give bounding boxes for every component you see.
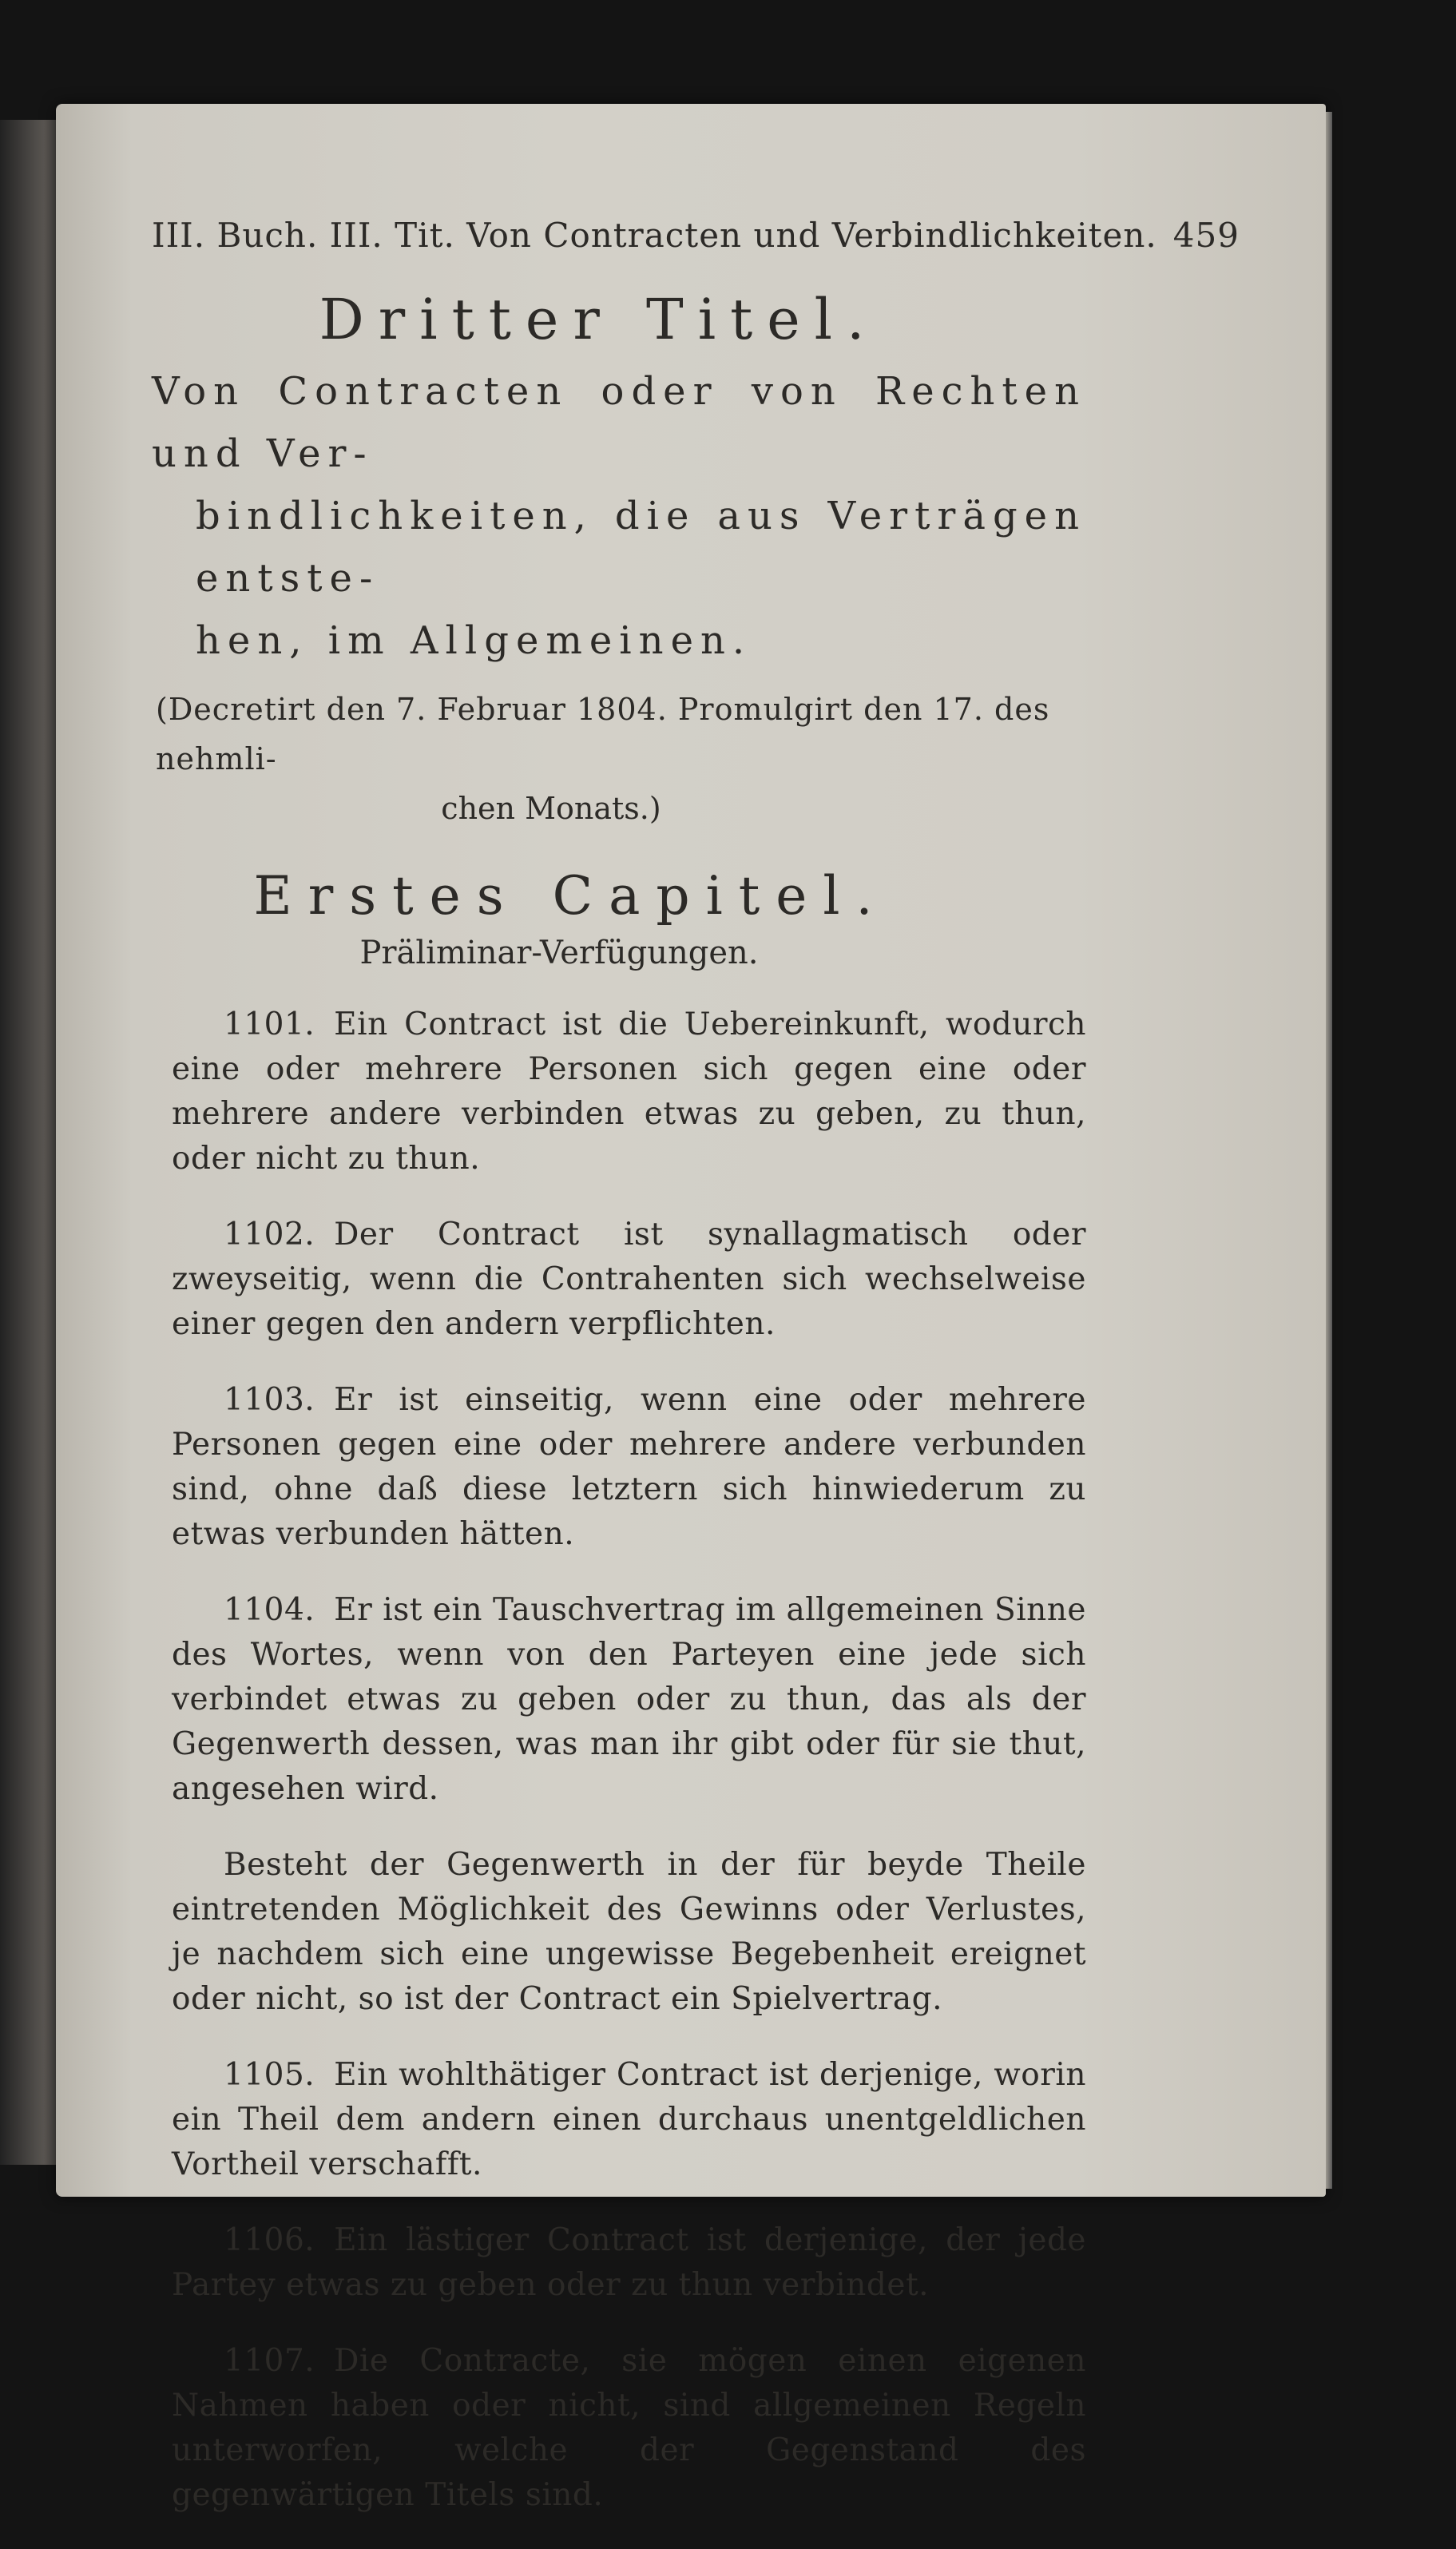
- article-1101: [172, 1003, 1086, 1181]
- page-content: [112, 216, 1240, 2549]
- article-text: Er ist einseitig, wenn eine oder mehrere Personen gegen eine oder mehrere andere verbunden sind, ohne daß diese letztern sich hinwiederum zu etwas verbunden hätten.: [172, 1382, 1086, 1552]
- article-1102: [172, 1213, 1086, 1347]
- article-text: Er ist ein Tauschvertrag im allgemeinen Sinne des Wortes, wenn von den Parteyen eine jede sich verbindet etwas zu geben oder zu thun, das als der Gegenwerth dessen, was man ihr gibt oder für sie thut, angesehen wird.: [172, 1592, 1086, 1807]
- decree-note-continuation: chen Monats.): [441, 791, 661, 826]
- article-number: 1105.: [224, 2057, 315, 2093]
- article-text: Die Contracte, sie mögen einen eigenen Nahmen haben oder nicht, sind allgemeinen Regeln unterworfen, welche der Gegenstand des gegenwärtigen Titels sind.: [172, 2343, 1086, 2513]
- running-head: [152, 216, 1240, 255]
- article-number: 1107.: [224, 2343, 315, 2379]
- chapter-subheading: Präliminar-Verfügungen.: [359, 935, 759, 971]
- article-number: 1106.: [224, 2222, 315, 2258]
- page-stack-edge: [1326, 112, 1332, 2189]
- article-number: 1103.: [224, 1382, 315, 1418]
- title-subtitle-line-2: bindlichkeiten, die aus Verträgen entste-: [196, 494, 1086, 601]
- title-subtitle-line-3: hen, im Allgemeinen.: [196, 618, 752, 663]
- decree-note: (Decretirt den 7. Februar 1804. Promulgirt den 17. des nehmli-: [156, 692, 1050, 776]
- article-text: Ein lästiger Contract ist derjenige, der jede Partey etwas zu geben oder zu thun verbindet.: [172, 2222, 1086, 2303]
- article-1107: [172, 2339, 1086, 2518]
- article-1104-continuation: [172, 1843, 1086, 2022]
- running-head-text: III. Buch. III. Tit. Von Contracten und Verbindlichkeiten.: [152, 216, 1157, 255]
- article-text: Der Contract ist synallagmatisch oder zweyseitig, wenn die Contrahenten sich wechselweise einer gegen den andern verpflichten.: [172, 1217, 1086, 1342]
- title-heading: Dritter Titel.: [319, 287, 879, 352]
- article-1106: [172, 2218, 1086, 2308]
- article-list: [112, 1003, 1086, 2518]
- article-text: Ein Contract ist die Uebereinkunft, wodurch eine oder mehrere Personen sich gegen eine oder mehrere andere verbinden etwas zu geben, zu thun, oder nicht zu thun.: [172, 1006, 1086, 1177]
- title-subtitle-line-1: Von Contracten oder von Rechten und Ver-: [152, 369, 1086, 476]
- article-number: 1104.: [224, 1592, 315, 1628]
- article-1103: [172, 1378, 1086, 1557]
- article-number: 1102.: [224, 1217, 315, 1253]
- chapter-heading: Erstes Capitel.: [253, 865, 889, 927]
- page-number: 459: [1172, 216, 1240, 255]
- article-1104: [172, 1588, 1086, 1812]
- article-text: Ein wohlthätiger Contract ist derjenige, worin ein Theil dem andern einen durchaus unentgeldlichen Vortheil verschafft.: [172, 2057, 1086, 2182]
- article-text: Besteht der Gegenwerth in der für beyde Theile eintretenden Möglichkeit des Gewinns oder Verlustes, je nachdem sich eine ungewisse Begebenheit ereignet oder nicht, so ist der Contract ein Spielvertrag.: [172, 1847, 1086, 2017]
- article-number: 1101.: [224, 1006, 315, 1042]
- article-1105: [172, 2053, 1086, 2187]
